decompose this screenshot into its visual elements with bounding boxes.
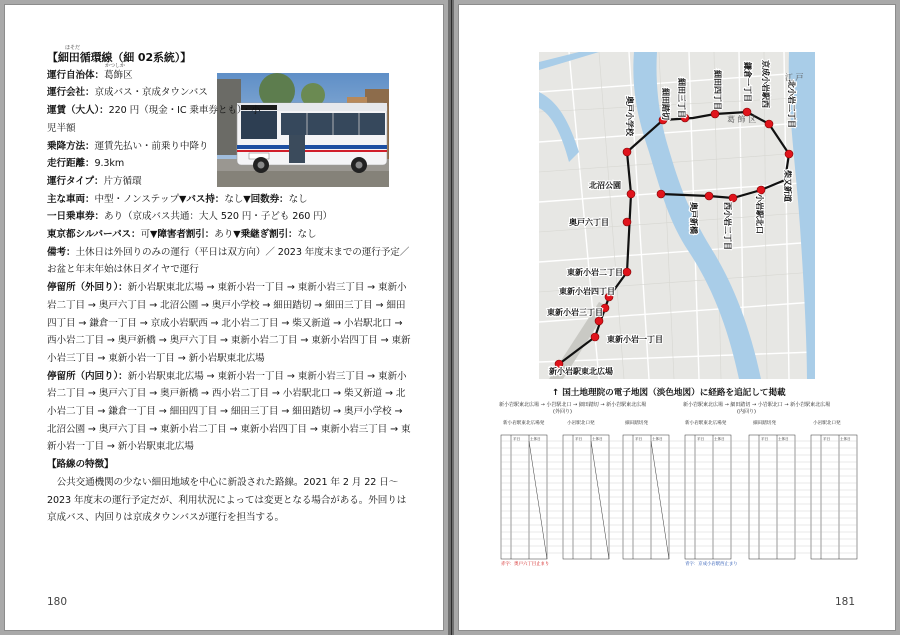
map-stop-label: 北小岩二丁目 [787, 80, 796, 128]
tt-column-label: 新小岩駅東北広場発 [503, 421, 545, 426]
map-stop-label: 奥戸新橋 [689, 202, 698, 234]
route-title: 【細田循環線（細 02系統）】 [47, 51, 192, 64]
map-stop-label: 細田三丁目 [677, 78, 686, 118]
map-stop-label: 奥戸小学校 [625, 96, 634, 136]
map-district-label: 葛 飾 区 [727, 115, 757, 124]
route-info-text [47, 49, 411, 527]
tt-head: 土休日 [592, 437, 603, 441]
map-stop-label: 東新小岩二丁目 [567, 268, 623, 277]
tt-head: 土休日 [840, 437, 851, 441]
stops-inner-row: 停留所（内回り）：新小岩駅東北広場 → 東新小岩一丁目 → 東新小岩三丁目 → 東新小岩二丁目 → 奥戸六丁目 → 奥戸新橋 → 西小岩二丁目 → 小岩駅北口 → 柴又新道 → 北小岩二丁目 → 鎌倉一丁目 → 細田四丁目 → 細田三丁目 → 細田踏切 → 奥戸小学校 → 北沼公園 → 奥戸六丁目 → 東新小岩二丁目 → 東新小岩四丁目 → 東新小岩三丁目 → 東新小岩一丁目 → 新小岩駅東北広場 [47, 370, 411, 453]
right-page [458, 4, 896, 631]
tt-head: 土休日 [714, 437, 725, 441]
map-stop-label: 鎌倉一丁目 [743, 62, 752, 102]
map-stop-label: 西小岩二丁目 [723, 202, 732, 250]
stops-outer-row: 停留所（外回り）：新小岩駅東北広場 → 東新小岩一丁目 → 東新小岩三丁目 → 東新小岩二丁目 → 奥戸六丁目 → 北沼公園 → 奥戸小学校 → 細田踏切 → 細田三丁目 → 細田四丁目 → 鎌倉一丁目 → 京成小岩駅西 → 北小岩二丁目 → 柴又新道 → 小岩駅北口 → 西小岩二丁目 → 奥戸新橋 → 奥戸六丁目 → 東新小岩二丁目 → 東新小岩四丁目 → 東新小岩三丁目 → 東新小岩一丁目 → 新小岩駅東北広場 [47, 282, 411, 364]
tt-head: 平日 [697, 437, 705, 441]
tt-head: 土休日 [530, 437, 541, 441]
operator-ruby: かつしか [105, 63, 126, 69]
day-pass-row: 一日乗車券：あり（京成バス共通：大人 520 円・子ども 260 円） [47, 211, 333, 223]
timetable-inner-sub: (内回り) [737, 409, 756, 415]
map-stop-label: 小岩駅北口 [755, 194, 764, 234]
map-stop-label: 細田踏切 [661, 88, 670, 120]
remarks-row: 備考：土休日は外回りのみの運行（平日は双方向）／ 2023 年度末までの運行予定／お盆と年末年始は休日ダイヤで運行 [47, 246, 410, 276]
route-map [539, 52, 815, 379]
tt-column-label: 小岩駅北口発 [567, 421, 595, 426]
tt-head: 平日 [513, 437, 521, 441]
map-stop-label: 柴又新道 [783, 170, 792, 202]
silver-pass-row: 東京都シルバーパス：可▼障害者割引：あり▼乗継ぎ割引：なし [47, 229, 317, 241]
map-stop-label: 東新小岩一丁目 [607, 335, 663, 344]
left-page [4, 4, 444, 631]
tt-column-label: 小岩駅北口発 [813, 421, 841, 426]
page-number-right: 181 [834, 596, 855, 608]
distance-row: 走行距離：9.3km [47, 158, 125, 170]
vehicle-row: 主な車両：中型・ノンステップ▼バス持：なし▼回数券：なし [47, 193, 308, 205]
tt-head: 土休日 [778, 437, 789, 441]
map-stop-label: 東新小岩三丁目 [547, 308, 603, 317]
timetable-note-blue: 青字：京成小岩駅西止まり [685, 562, 738, 567]
boarding-row: 乗降方法：運賃先払い・前乗り中降り [47, 140, 209, 152]
map-stop-label: 細田四丁目 [713, 70, 722, 110]
timetable-outer-sub: (外回り) [553, 409, 572, 415]
timetable-outer-heading: 新小岩駅東北広場 → 小岩駅北口 → 細田踏切 → 新小岩駅東北広場 [499, 402, 647, 408]
map-stop-label: 北沼公園 [589, 181, 621, 190]
title-ruby: ほそだ [65, 45, 81, 51]
timetable-inner-heading: 新小岩駅東北広場 → 細田踏切 → 小岩駅北口 → 新小岩駅東北広場 [683, 402, 831, 408]
tt-head: 平日 [823, 437, 831, 441]
map-stop-label: 東新小岩四丁目 [559, 287, 615, 296]
timetable-note-red: 赤字：奥戸六丁目止まり [501, 562, 550, 567]
company-row: 運行会社：京成バス・京成タウンバス [47, 87, 208, 99]
fare-row: 運賃（大人）：220 円（現金・IC 乗車券とも）・小児半額 [47, 105, 261, 134]
features-text: 公共交通機関の少ない細田地域を中心に新設された路線。2021 年 2 月 22 日～ 2023 年度末の運行予定だが、利用状況によっては変更となる場合がある。外回りは京成バス、内回りは京成タウンバスが運行を担当する。 [47, 476, 407, 524]
tt-column-label: 細田踏切発 [625, 421, 648, 426]
features-heading: 【路線の特徴】 [47, 459, 114, 471]
tt-head: 平日 [635, 437, 643, 441]
tt-column-label: 新小岩駅東北広場発 [685, 421, 727, 426]
map-stop-label: 京成小岩駅西 [761, 60, 770, 108]
tt-head: 土休日 [652, 437, 663, 441]
book-gutter-line [451, 0, 452, 635]
page-number-left: 180 [47, 596, 68, 608]
map-edo-label: 江 戸 [785, 73, 804, 82]
type-row: 運行タイプ：片方循環 [47, 175, 142, 187]
map-stop-label: 新小岩駅東北広場 [549, 367, 613, 376]
map-caption: ↑ 国土地理院の電子地図（淡色地図）に経路を追記して掲載 [552, 388, 786, 398]
tt-head: 平日 [761, 437, 769, 441]
operator-row: 運行自治体：葛飾区 [47, 69, 133, 81]
tt-head: 平日 [575, 437, 583, 441]
tt-column-label: 細田踏切発 [753, 421, 776, 426]
map-stop-label: 奥戸六丁目 [569, 218, 609, 227]
timetable-area [499, 401, 865, 573]
